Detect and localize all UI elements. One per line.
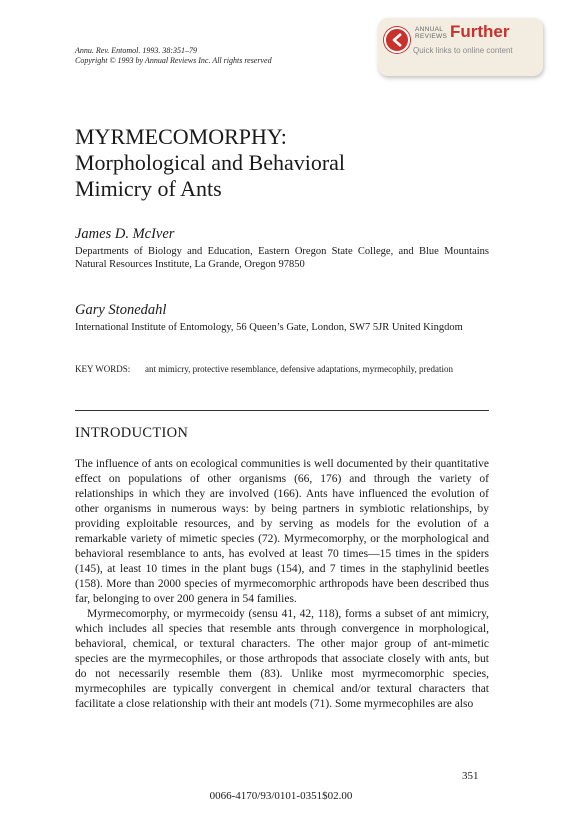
keywords-text: ant mimicry, protective resemblance, defensive adaptations, myrmecophily, predation — [145, 364, 453, 374]
paragraph: The influence of ants on ecological communities is well documented by their quantitative effect on populations of other organisms (66, 176) and through the variety of relationships in which they are involved (166). Ants have influenced the evolution of other organisms in numerous ways: by being partners in symbiotic relationships, by providing exploitable resources, and by serving as models for the evolution of a remarkable variety of mimetic species (72). Myrmecomorphy, or the morphological and behavioral resemblance to ants, has evolved at least 70 times—15 times in the spiders (145), at least 10 times in the plant bugs (154), and 7 times in the staphylinid beetles (158). More than 2000 species of myrmecomorphic arthropods have been described thus far, belonging to over 200 genera in 54 families. — [75, 458, 489, 605]
article-title — [75, 124, 345, 202]
page-number: 351 — [462, 770, 479, 782]
title-line-1: MYRMECOMORPHY: — [75, 124, 287, 149]
author-name: Gary Stonedahl — [75, 302, 167, 318]
footer-code: 0066-4170/93/0101-0351$02.00 — [209, 790, 353, 802]
title-line-2: Morphological and Behavioral — [75, 150, 346, 175]
play-arrow-icon — [384, 27, 410, 53]
author-affiliation: International Institute of Entomology, 56 Queen’s Gate, London, SW7 5JR United Kingdom — [75, 322, 463, 333]
annual-reviews-wordmark: ANNUAL REVIEWS — [415, 26, 448, 40]
journal-citation — [75, 46, 272, 66]
further-label: Further — [450, 22, 510, 41]
author-name: James D. McIver — [75, 226, 175, 242]
citation-line-1: Annu. Rev. Entomol. 1993. 38:351–79 — [75, 46, 198, 55]
paragraph: Myrmecomorphy, or myrmecoidy (sensu 41, 42, 118), forms a subset of ant mimicry, which includes all species that resemble ants through convergence in morphological, behavioral, chemical, or textural characters. The other major group of ant-mimetic species are the myrmecophiles, or those arthropods that associate closely with ants, but do not necessarily resemble them (83). Unlike most myrmecomorphic species, myrmecophiles are typically convergent in chemical and/or textural characters that facilitate a close relationship with their ant models (71). Some myrmecophiles are also — [75, 608, 489, 710]
author-affiliation: Departments of Biology and Education, Eastern Oregon State College, and Blue Mountains Natural Resources Institute, La Grande, Oregon 97850 — [75, 246, 489, 270]
citation-line-2: Copyright © 1993 by Annual Reviews Inc. All rights reserved — [75, 56, 272, 65]
badge-tagline: Quick links to online content — [413, 46, 513, 55]
further-reading-badge[interactable] — [378, 18, 543, 76]
section-divider — [75, 410, 489, 411]
body-text — [75, 457, 489, 712]
keywords-label: KEY WORDS: — [75, 364, 131, 374]
section-heading: INTRODUCTION — [75, 425, 189, 441]
title-line-3: Mimicry of Ants — [75, 176, 222, 201]
